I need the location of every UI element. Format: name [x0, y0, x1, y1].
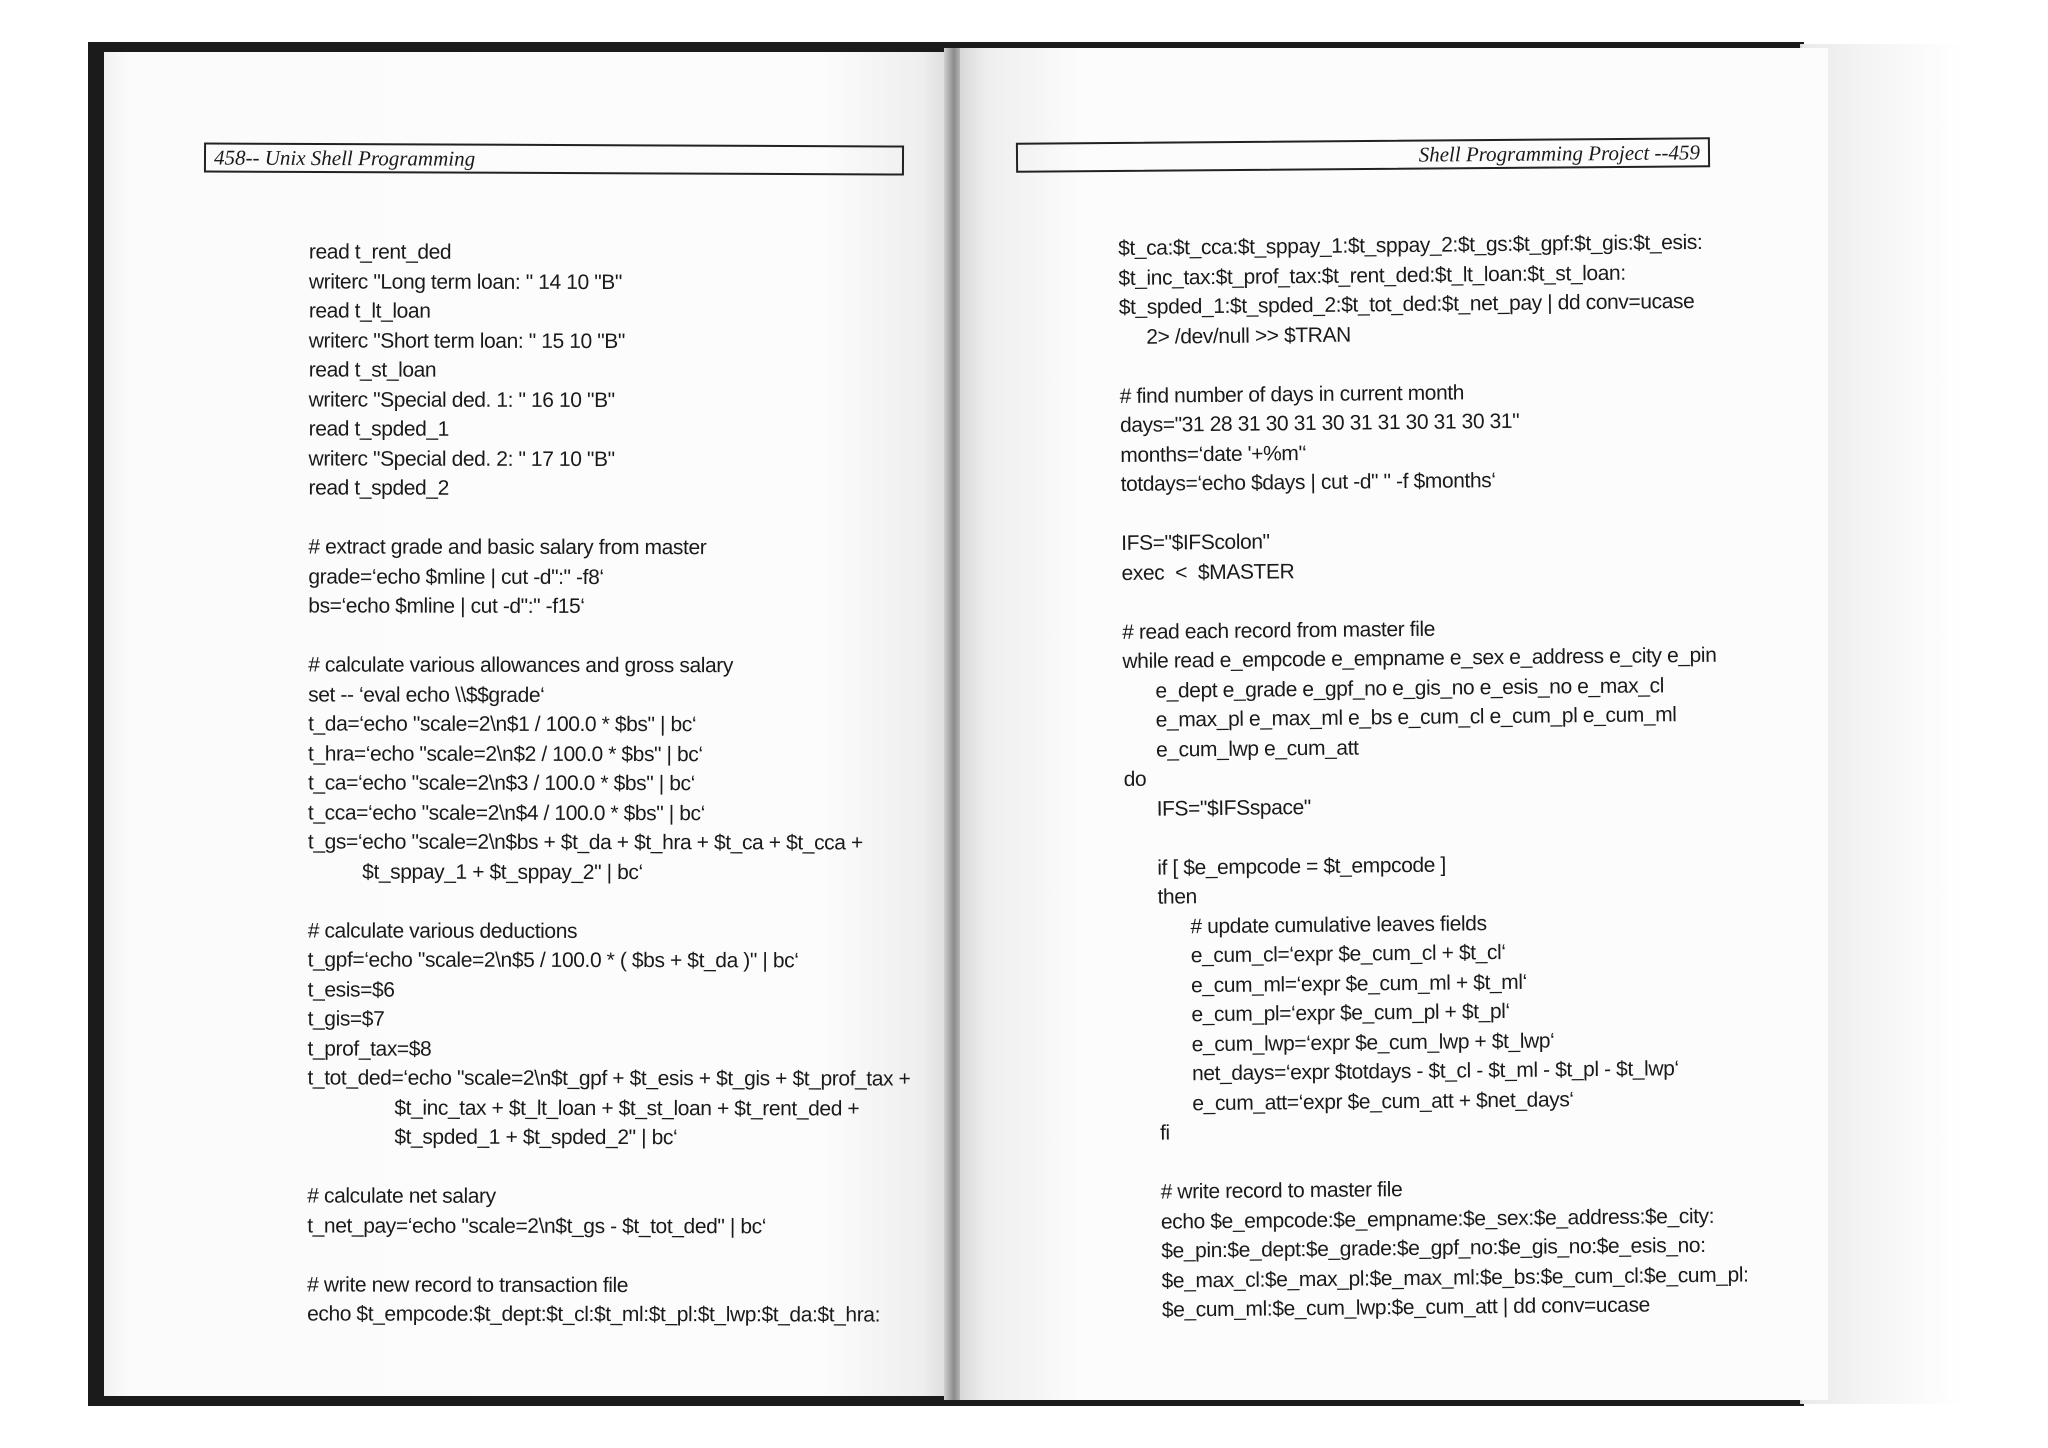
code-line: t_tot_ded=‘echo "scale=2\n$t_gpf + $t_esis + $t_gis + $t_prof_tax + — [307, 1066, 911, 1091]
code-line: # extract grade and basic salary from master — [308, 535, 707, 560]
code-line: $e_max_cl:$e_max_pl:$e_max_ml:$e_bs:$e_cum_cl:$e_cum_pl: — [1128, 1262, 1749, 1293]
code-line: t_net_pay=‘echo "scale=2\n$t_gs - $t_tot_ded" | bc‘ — [307, 1213, 767, 1238]
code-line: $e_cum_ml:$e_cum_lwp:$e_cum_att | dd conv=ucase — [1129, 1293, 1651, 1322]
code-line: # calculate various deductions — [307, 918, 578, 943]
code-line: writerc "Short term loan: " 15 10 "B" — [308, 328, 625, 353]
code-line: while read e_empcode e_empname e_sex e_address e_city e_pin — [1122, 643, 1717, 673]
blank-line — [308, 503, 911, 534]
code-line: e_cum_cl=‘expr $e_cum_cl + $t_cl‘ — [1125, 940, 1506, 968]
code-line: # write record to master file — [1127, 1178, 1403, 1204]
code-line: t_ca=‘echo "scale=2\n$3 / 100.0 * $bs" | bc‘ — [307, 771, 695, 796]
code-line: $t_spded_1 + $t_spded_2" | bc‘ — [307, 1125, 678, 1150]
code-line: t_prof_tax=$8 — [307, 1036, 432, 1061]
code-line: if [ $e_empcode = $t_empcode ] — [1124, 853, 1446, 880]
code-line: # update cumulative leaves fields — [1125, 911, 1487, 939]
code-line: read t_lt_loan — [308, 299, 431, 323]
left-page-code-listing — [307, 237, 912, 1330]
code-line: $t_sppay_1 + $t_sppay_2" | bc‘ — [307, 859, 643, 884]
code-line: e_dept e_grade e_gpf_no e_gis_no e_esis_no e_max_cl — [1122, 673, 1665, 703]
code-line: # calculate various allowances and gross salary — [308, 653, 733, 678]
code-line: set -- ‘eval echo \\$$grade‘ — [308, 682, 545, 707]
code-line: t_gpf=‘echo "scale=2\n$5 / 100.0 * ( $bs + $t_da )" | bc‘ — [307, 948, 799, 973]
left-page — [104, 52, 948, 1396]
code-line: t_cca=‘echo "scale=2\n$4 / 100.0 * $bs" | bc‘ — [307, 800, 705, 825]
code-line: t_da=‘echo "scale=2\n$1 / 100.0 * $bs" | bc‘ — [308, 712, 697, 737]
right-page-header: Shell Programming Project --459 — [1016, 137, 1710, 172]
code-line: # read each record from master file — [1122, 617, 1436, 644]
code-line: # calculate net salary — [307, 1184, 496, 1208]
code-line: do — [1123, 767, 1147, 791]
code-line: totdays=‘echo $days | cut -d" " -f $months‘ — [1120, 469, 1496, 496]
code-line: echo $t_empcode:$t_dept:$t_cl:$t_ml:$t_pl:$t_lwp:$t_da:$t_hra: — [307, 1302, 881, 1327]
code-line: e_cum_lwp e_cum_att — [1123, 736, 1359, 762]
code-line: read t_st_loan — [308, 358, 437, 382]
code-line: # write new record to transaction file — [307, 1272, 629, 1297]
code-line: e_cum_ml=‘expr $e_cum_ml + $t_ml‘ — [1125, 970, 1527, 998]
code-line: bs=‘echo $mline | cut -d":" -f15‘ — [308, 594, 585, 618]
code-line: read t_rent_ded — [308, 240, 452, 264]
code-line: writerc "Special ded. 1: " 16 10 "B" — [308, 387, 615, 412]
code-line: e_max_pl e_max_ml e_bs e_cum_cl e_cum_pl e_cum_ml — [1122, 703, 1677, 732]
code-line: t_hra=‘echo "scale=2\n$2 / 100.0 * $bs" | bc‘ — [308, 741, 703, 766]
code-line: fi — [1127, 1121, 1170, 1145]
code-line: # find number of days in current month — [1119, 380, 1465, 408]
code-line: days="31 28 31 30 31 30 31 31 30 31 30 31" — [1119, 409, 1520, 437]
code-line: grade=‘echo $mline | cut -d":" -f8‘ — [308, 564, 604, 589]
blank-line — [308, 886, 911, 917]
code-line: e_cum_att=‘expr $e_cum_att + $net_days‘ — [1126, 1087, 1574, 1116]
code-line: $t_ca:$t_cca:$t_sppay_1:$t_sppay_2:$t_gs:$t_gpf:$t_gis:$t_esis: — [1118, 230, 1703, 260]
code-line: read t_spded_2 — [308, 476, 449, 500]
code-line: t_esis=$6 — [307, 977, 395, 1002]
code-line: $t_spded_1:$t_spded_2:$t_tot_ded:$t_net_pay | dd conv=ucase — [1118, 289, 1695, 319]
blank-line — [307, 1240, 910, 1271]
code-line: read t_spded_1 — [308, 417, 449, 441]
code-line: t_gis=$7 — [307, 1007, 385, 1031]
code-line: then — [1124, 885, 1197, 909]
code-line: t_gs=‘echo "scale=2\n$bs + $t_da + $t_hra + $t_ca + $t_cca + — [307, 830, 863, 855]
code-line: e_cum_pl=‘expr $e_cum_pl + $t_pl‘ — [1126, 999, 1510, 1027]
code-line: IFS="$IFScolon" — [1121, 530, 1270, 555]
left-page-header: 458-- Unix Shell Programming — [204, 142, 904, 175]
code-line: $e_pin:$e_dept:$e_grade:$e_gpf_no:$e_gis_no:$e_esis_no: — [1128, 1233, 1706, 1263]
code-line: echo $e_empcode:$e_empname:$e_sex:$e_address:$e_city: — [1128, 1204, 1715, 1234]
blank-line — [307, 1152, 910, 1183]
code-line: writerc "Long term loan: " 14 10 "B" — [308, 269, 622, 294]
code-line: net_days=‘expr $totdays - $t_cl - $t_ml - $t_pl - $t_lwp‘ — [1126, 1057, 1679, 1086]
right-page — [960, 48, 1828, 1400]
code-line: writerc "Special ded. 2: " 17 10 "B" — [308, 446, 615, 471]
code-line: $t_inc_tax:$t_prof_tax:$t_rent_ded:$t_lt_loan:$t_st_loan: — [1118, 261, 1626, 290]
right-page-code-listing — [1118, 228, 1749, 1326]
code-line: IFS="$IFSspace" — [1123, 795, 1311, 821]
code-line: e_cum_lwp=‘expr $e_cum_lwp + $t_lwp‘ — [1126, 1028, 1555, 1057]
code-line: months=‘date '+%m'‘ — [1120, 441, 1307, 467]
code-line: $t_inc_tax + $t_lt_loan + $t_st_loan + $t_rent_ded + — [307, 1095, 860, 1120]
code-line: 2> /dev/null >> $TRAN — [1118, 323, 1351, 349]
blank-line — [308, 621, 911, 652]
code-line: exec < $MASTER — [1121, 559, 1295, 585]
